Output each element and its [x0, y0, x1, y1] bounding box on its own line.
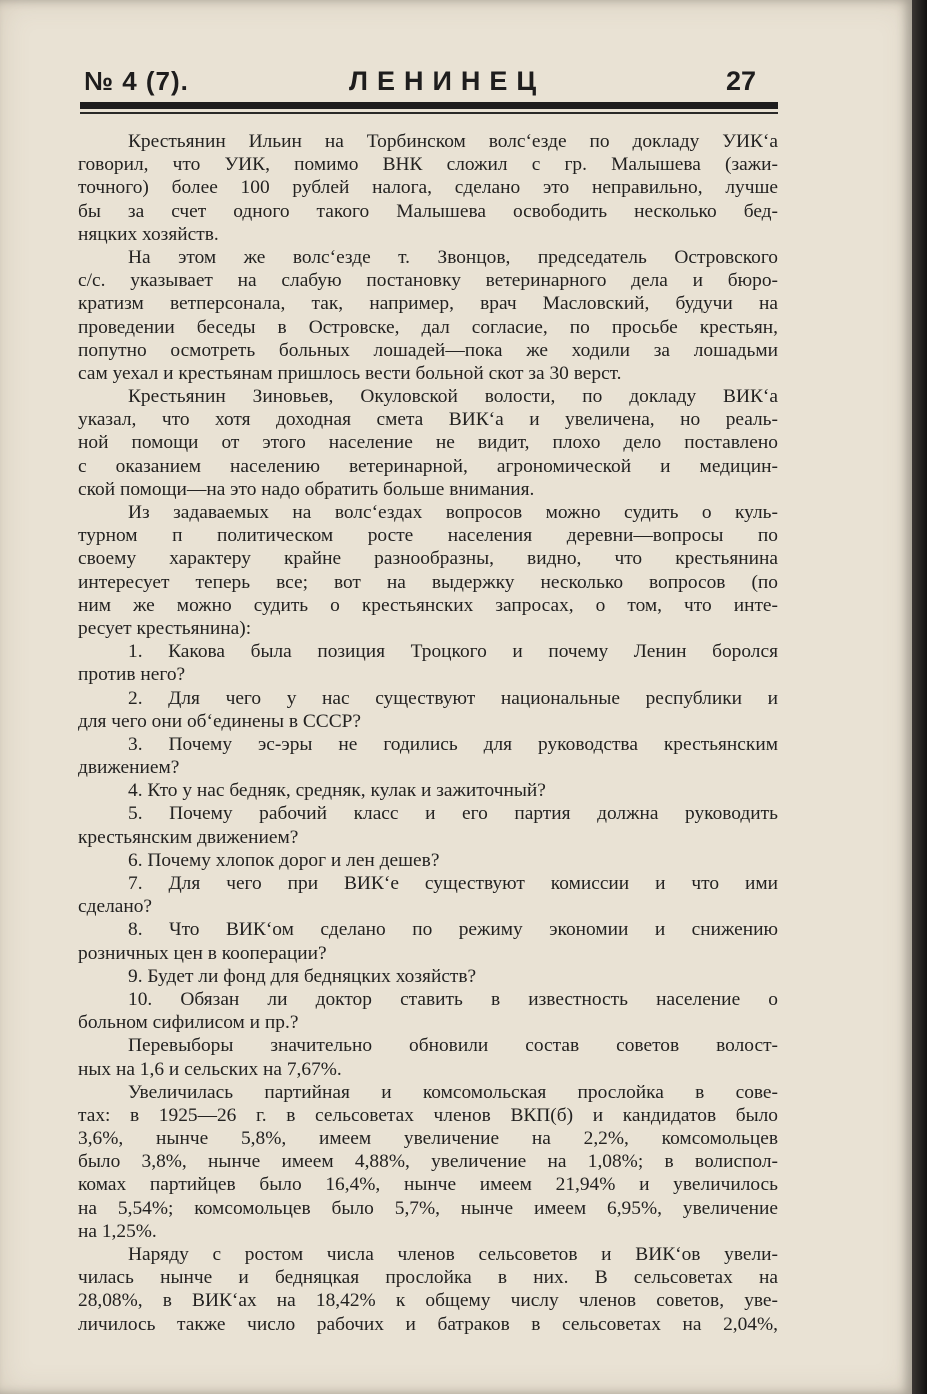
text-line: с оказанием населению ветеринарной, агрономической и медицин- [78, 455, 778, 477]
text-line: ской помощи—на это надо обратить больше внимания. [78, 478, 535, 500]
text-line: проведении беседы в Островске, дал согласие, по просьбе крестьян, [78, 316, 778, 338]
text-line: говорил, что УИК, помимо ВНК сложил с гр. Малышева (зажи- [78, 154, 778, 176]
text-line: 4. Кто у нас бедняк, средняк, кулак и зажиточный? [128, 780, 546, 802]
text-line: ной помощи от этого население не видит, плохо дело поставлено [78, 432, 778, 454]
text-line: тах: в 1925—26 г. в сельсоветах членов ВКП(б) и кандидатов было [78, 1104, 778, 1126]
text-line: Крестьянин Зиновьев, Окуловской волости, по докладу ВИК‘а [128, 386, 778, 408]
issue-number: № 4 (7). [84, 66, 189, 96]
text-line: Увеличилась партийная и комсомольская прослойка в сове- [128, 1081, 778, 1103]
text-line: сделано? [78, 896, 153, 918]
text-line: 6. Почему хлопок дорог и лен дешев? [128, 849, 440, 871]
text-line: 5. Почему рабочий класс и его партия должна руководить [128, 803, 778, 825]
text-line: На этом же волс‘езде т. Звонцов, председатель Островского [128, 246, 778, 268]
book-spine-edge [912, 0, 927, 1394]
text-line: крестьянским движением? [78, 826, 299, 848]
text-line: турном п политическом росте населения деревни—вопросы по [78, 525, 778, 547]
text-line: комах партийцев было 16,4%, нынче имеем 21,94% и увеличилось [78, 1174, 778, 1196]
text-line: указал, что хотя доходная смета ВИК‘а и увеличена, но реаль- [78, 409, 778, 431]
text-line: Крестьянин Ильин на Торбинском волс‘езде по докладу УИК‘а [128, 131, 778, 152]
journal-title: ЛЕНИНЕЦ [349, 66, 546, 96]
text-line: чилась нынче и бедняцкая прослойка в них. В сельсоветах на [78, 1267, 778, 1289]
text-line: 2. Для чего у нас существуют национальные республики и [128, 687, 778, 709]
text-line: против него? [78, 664, 186, 686]
running-header [84, 66, 776, 106]
text-line: 7. Для чего при ВИК‘е существуют комиссии и что ими [128, 873, 778, 894]
text-line: 9. Будет ли фонд для бедняцких хозяйств? [128, 965, 477, 987]
header-rule [80, 102, 778, 109]
text-line: ных на 1,6 и сельских на 7,67%. [78, 1058, 342, 1080]
text-line: 8. Что ВИК‘ом сделано по режиму экономии и снижению [128, 919, 778, 941]
text-line: для чего они об‘единены в СССР? [78, 710, 362, 732]
text-line: розничных цен в кооперации? [78, 942, 327, 964]
text-line: кратизм ветперсонала, так, например, врач Масловский, будучи на [78, 293, 778, 315]
text-line: Наряду с ростом числа членов сельсоветов и ВИК‘ов увели- [128, 1244, 778, 1265]
text-line: няцких хозяйств. [78, 223, 219, 245]
text-line: было 3,8%, нынче имеем 4,88%, увеличение на 1,08%; в волиспол- [78, 1151, 778, 1173]
text-line: движением? [78, 757, 180, 779]
text-line: на 1,25%. [78, 1220, 157, 1242]
text-line: ресует крестьянина): [78, 617, 252, 639]
text-line: больном сифилисом и пр.? [78, 1012, 299, 1034]
text-line: личилось также число рабочих и батраков в сельсоветах на 2,04%, [78, 1313, 778, 1335]
text-line: 10. Обязан ли доктор ставить в известность население о [128, 988, 778, 1010]
text-line: 3,6%, нынче 5,8%, имеем увеличение на 2,2%, комсомольцев [78, 1128, 778, 1150]
text-line: сам уехал и крестьянам пришлось вести больной скот за 30 верст. [78, 362, 622, 384]
text-line: интересует теперь все; вот на выдержку несколько вопросов (по [78, 571, 778, 593]
text-line: своему характеру крайне разнообразны, видно, что крестьянина [78, 548, 778, 570]
header-rule-thin [80, 112, 778, 114]
text-line: 3. Почему эс-эры не годились для руководства крестьянским [128, 733, 778, 755]
page-number: 27 [725, 66, 756, 96]
text-line: ним же можно судить о крестьянских запросах, о том, что инте- [78, 594, 778, 616]
text-line: попутно осмотреть больных лошадей—пока же ходили за лошадьми [78, 339, 778, 361]
text-line: 1. Какова была позиция Троцкого и почему Ленин боролся [128, 641, 778, 663]
text-line: Перевыборы значительно обновили состав советов волост- [128, 1035, 778, 1057]
text-line: точного) более 100 рублей налога, сделано это неправильно, лучше [78, 177, 778, 199]
text-line: с/с. указывает на слабую постановку ветеринарного дела и бюро- [78, 270, 778, 292]
text-line: 28,08%, в ВИК‘ах на 18,42% к общему числу членов советов, уве- [78, 1290, 778, 1312]
text-line: Из задаваемых на волс‘ездах вопросов можно судить о куль- [128, 502, 778, 523]
text-line: бы за счет одного такого Малышева освободить несколько бед- [78, 200, 778, 222]
text-line: на 5,54%; комсомольцев было 5,7%, нынче имеем 6,95%, увеличение [78, 1197, 778, 1219]
article-body [78, 130, 778, 1336]
